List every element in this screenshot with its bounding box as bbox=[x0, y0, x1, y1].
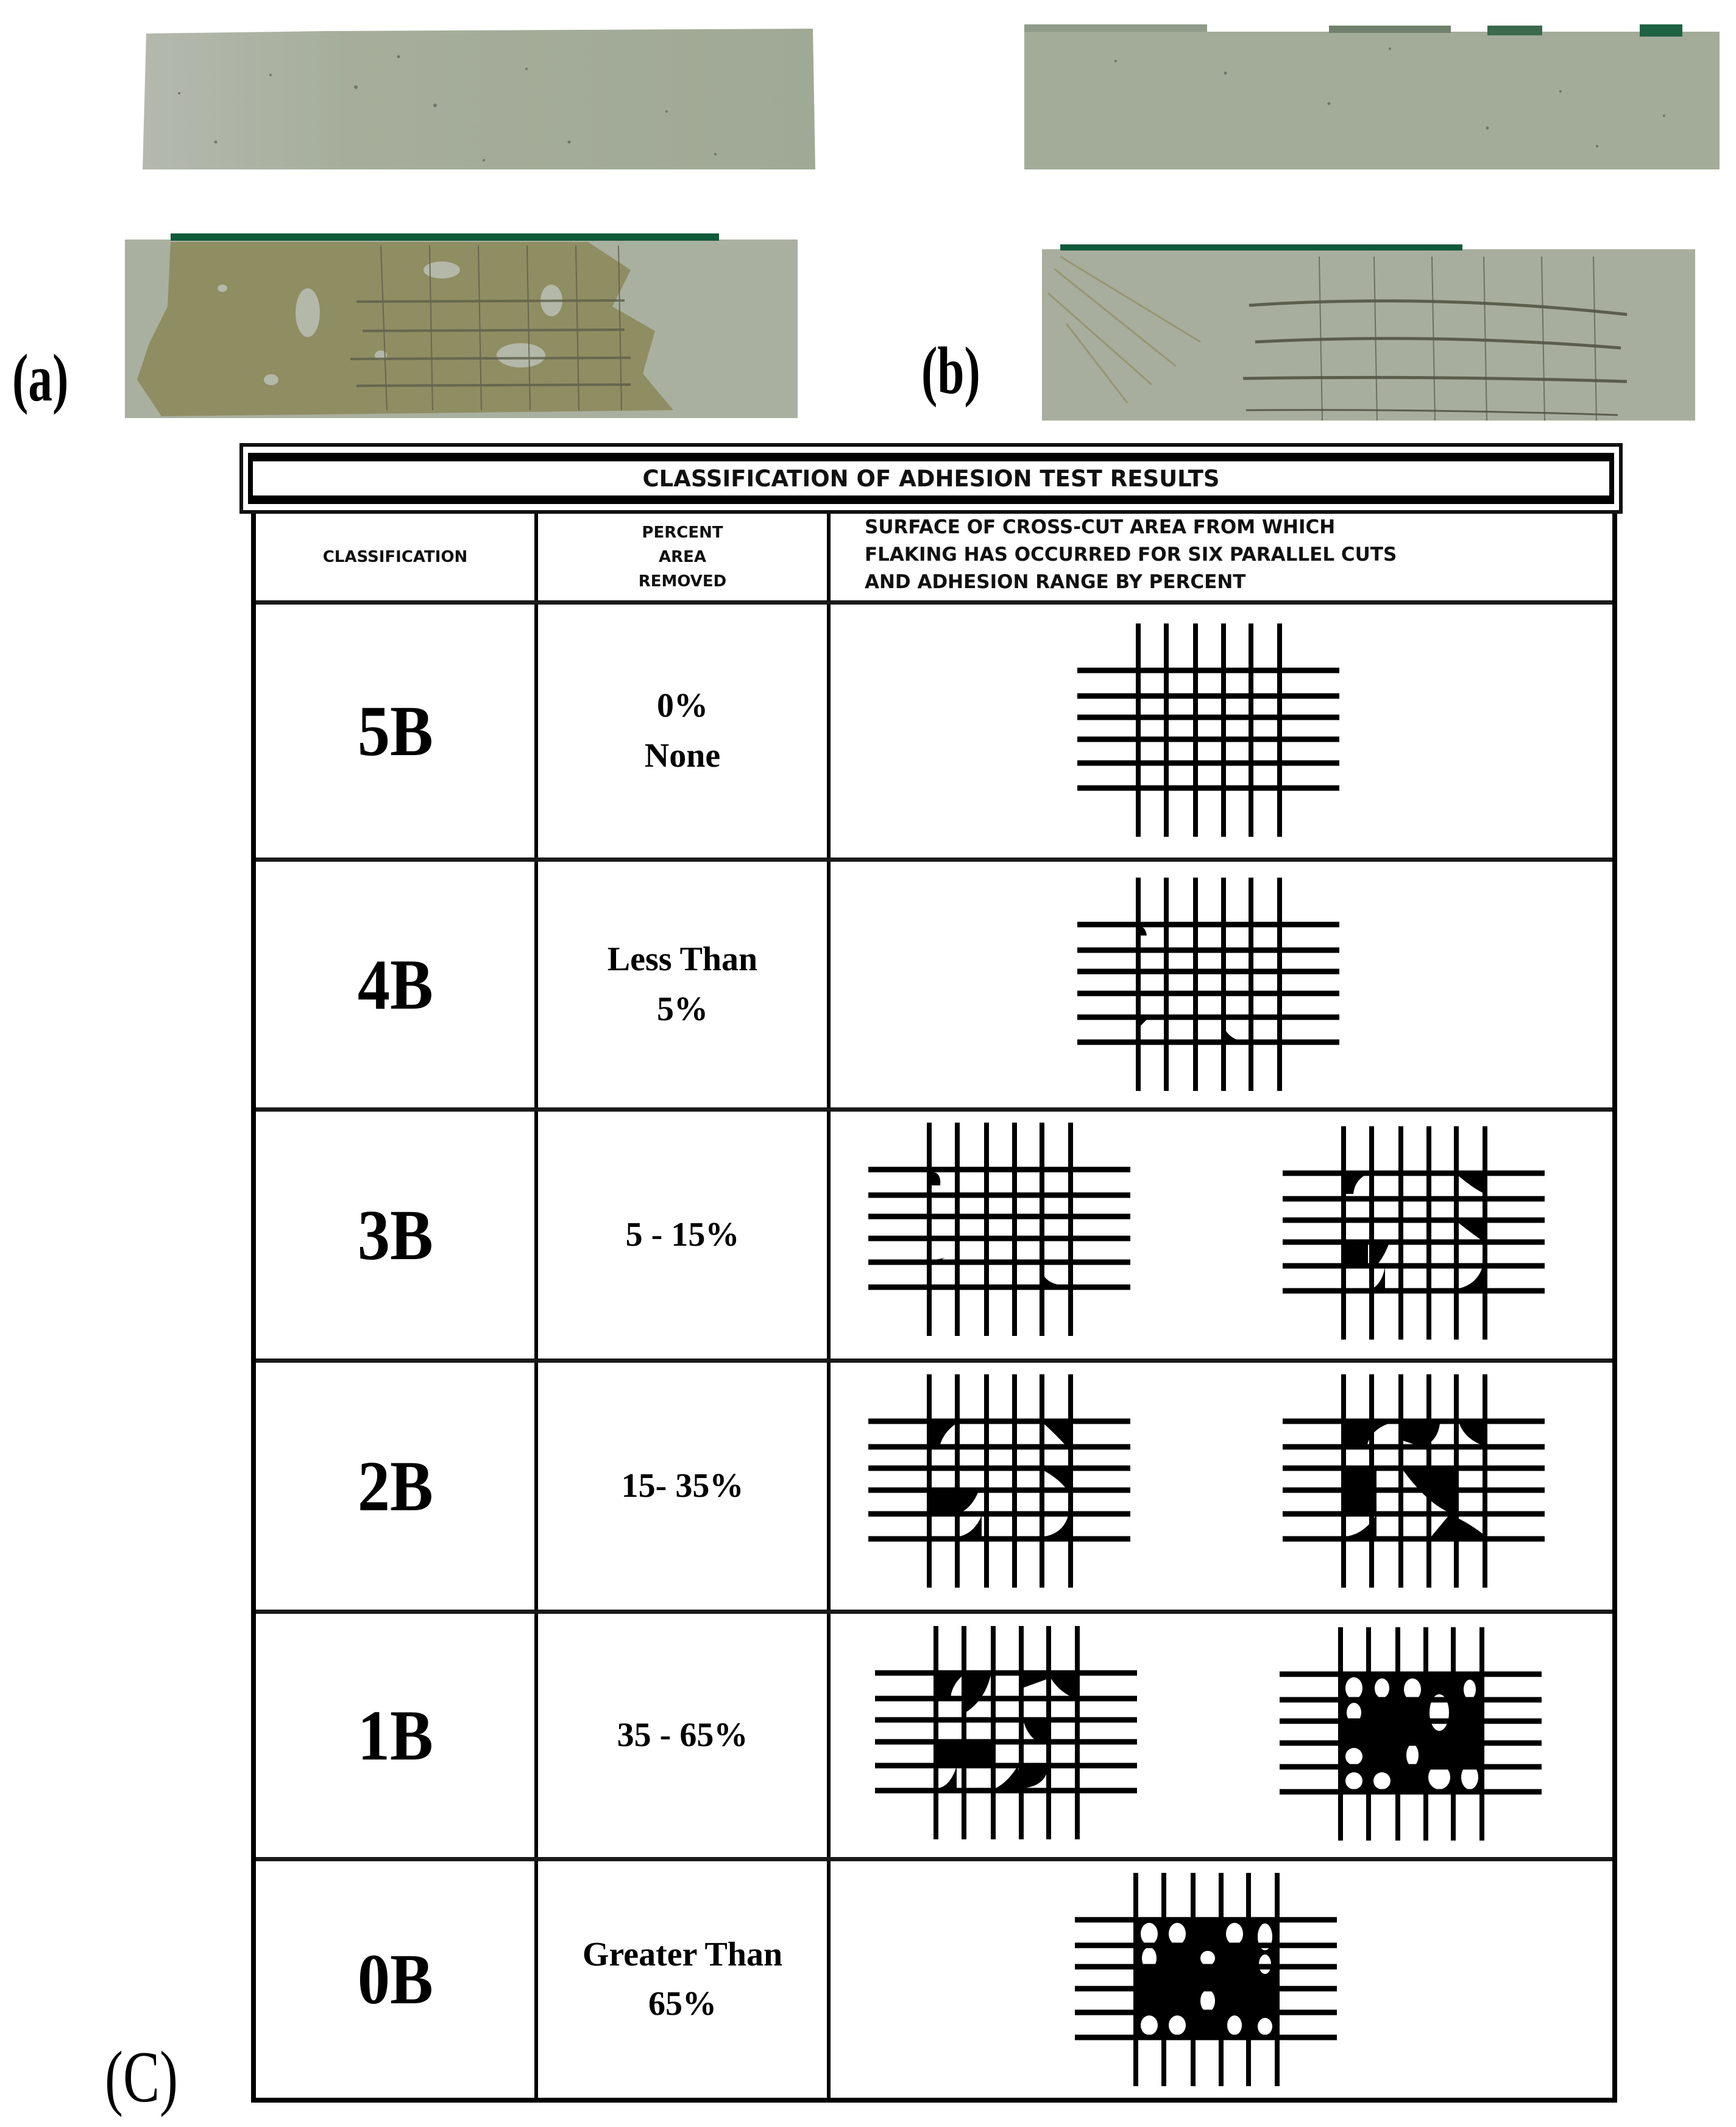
classification-label: 2B bbox=[357, 1446, 433, 1526]
grid-illustration-3b-right bbox=[1283, 1126, 1545, 1340]
percent-text: Less Than bbox=[607, 940, 758, 979]
header-percent-line: AREA bbox=[658, 547, 707, 566]
grid-illustration-5b bbox=[1077, 623, 1339, 837]
percent-text: 65% bbox=[648, 1985, 717, 2023]
panel-a-label: (a) bbox=[12, 341, 69, 415]
percent-text: 35 - 65% bbox=[617, 1716, 748, 1754]
header-percent-line: REMOVED bbox=[638, 572, 727, 591]
panel-b-label: (b) bbox=[921, 333, 980, 408]
grid-illustration-2b-left bbox=[868, 1374, 1130, 1588]
percent-text: Greater Than bbox=[582, 1935, 783, 1973]
grid-illustration-4b bbox=[1077, 878, 1339, 1091]
grid-illustration-1b-left bbox=[875, 1626, 1137, 1839]
grid-illustration-3b-left bbox=[868, 1123, 1130, 1336]
percent-text: 0% bbox=[657, 687, 708, 725]
percent-text: None bbox=[644, 736, 721, 775]
header-classification-text: CLASSIFICATION bbox=[322, 547, 468, 566]
grid-illustration-0b bbox=[1075, 1873, 1337, 2086]
panel-c-label: (C) bbox=[105, 2036, 178, 2117]
classification-label: 3B bbox=[357, 1195, 433, 1275]
header-surface-line: SURFACE OF CROSS-CUT AREA FROM WHICH bbox=[865, 516, 1336, 538]
header-surface-line: FLAKING HAS OCCURRED FOR SIX PARALLEL CUTS bbox=[865, 543, 1397, 566]
grid-illustration-1b-right bbox=[1280, 1627, 1542, 1841]
grid-illustration-2b-right bbox=[1283, 1374, 1545, 1588]
percent-text: 15- 35% bbox=[621, 1466, 744, 1505]
classification-label: 5B bbox=[357, 691, 433, 771]
header-surface-line: AND ADHESION RANGE BY PERCENT bbox=[865, 570, 1246, 593]
percent-text: 5 - 15% bbox=[625, 1215, 740, 1254]
percent-text: 5% bbox=[657, 990, 708, 1028]
table-title: CLASSIFICATION OF ADHESION TEST RESULTS bbox=[248, 453, 1614, 504]
header-percent-line: PERCENT bbox=[642, 523, 723, 542]
classification-label: 1B bbox=[357, 1695, 433, 1775]
classification-label: 0B bbox=[357, 1939, 433, 2019]
classification-label: 4B bbox=[357, 944, 433, 1024]
